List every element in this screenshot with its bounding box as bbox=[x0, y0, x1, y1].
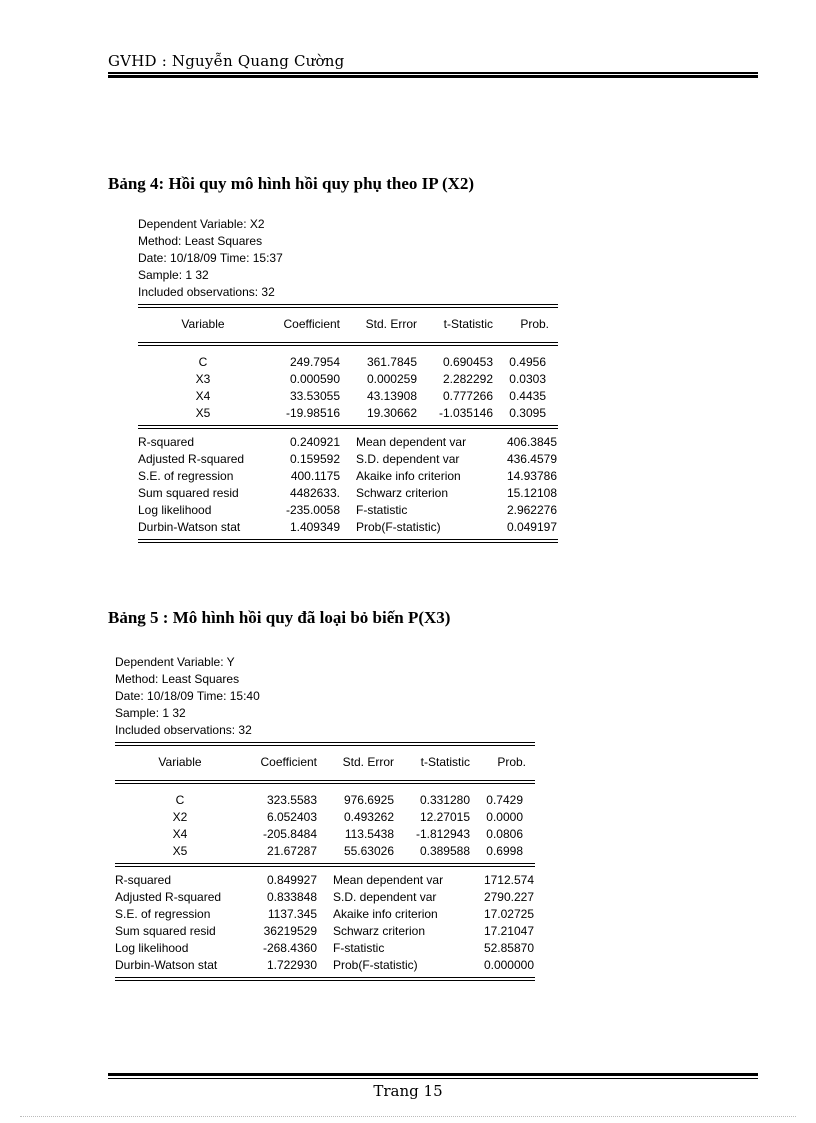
cell: F-statistic bbox=[333, 941, 385, 955]
cell: 4482633. bbox=[289, 486, 340, 500]
cell: 0.389588 bbox=[419, 844, 470, 858]
cell: C bbox=[198, 355, 208, 369]
footer-rule-thick bbox=[108, 1073, 758, 1076]
model-info-line: Included observations: 32 bbox=[115, 723, 252, 737]
cell: 36219529 bbox=[263, 924, 317, 938]
cell: S.D. dependent var bbox=[356, 452, 460, 466]
cell: Akaike info criterion bbox=[356, 469, 461, 483]
cell: S.D. dependent var bbox=[333, 890, 437, 904]
cell: 17.02725 bbox=[483, 907, 534, 921]
cell: Akaike info criterion bbox=[333, 907, 438, 921]
cell: 0.777266 bbox=[442, 389, 493, 403]
cell: -205.8484 bbox=[262, 827, 317, 841]
column-header: Prob. bbox=[520, 317, 549, 331]
cell: Log likelihood bbox=[115, 941, 189, 955]
cell: 2.282292 bbox=[442, 372, 493, 386]
cell: 6.052403 bbox=[266, 810, 317, 824]
column-header: Variable bbox=[181, 317, 225, 331]
cell: Sum squared resid bbox=[138, 486, 239, 500]
cell: 323.5583 bbox=[266, 793, 317, 807]
model-info-line: Method: Least Squares bbox=[138, 234, 263, 248]
cell: -1.035146 bbox=[438, 406, 493, 420]
cell: S.E. of regression bbox=[115, 907, 211, 921]
cell: 17.21047 bbox=[483, 924, 534, 938]
cell: 43.13908 bbox=[366, 389, 417, 403]
statistic-row bbox=[115, 957, 535, 974]
column-header: Std. Error bbox=[365, 317, 417, 331]
cell: -268.4360 bbox=[262, 941, 317, 955]
cell: X3 bbox=[195, 372, 211, 386]
coefficient-row bbox=[138, 388, 558, 405]
cell: 1.409349 bbox=[289, 520, 340, 534]
coefficient-row bbox=[138, 371, 558, 388]
statistic-row bbox=[138, 502, 558, 519]
cell: 361.7845 bbox=[366, 355, 417, 369]
header-rule-thick bbox=[108, 75, 758, 78]
statistic-row bbox=[138, 468, 558, 485]
cell: 0.3095 bbox=[509, 406, 546, 420]
cell: R-squared bbox=[115, 873, 172, 887]
cell: 2.962276 bbox=[506, 503, 557, 517]
regression-output-table-4 bbox=[138, 216, 558, 543]
cell: 436.4579 bbox=[506, 452, 557, 466]
column-header: t-Statistic bbox=[443, 317, 493, 331]
cell: Log likelihood bbox=[138, 503, 212, 517]
table-header-row bbox=[138, 316, 558, 333]
cell: 12.27015 bbox=[419, 810, 470, 824]
cell: Prob(F-statistic) bbox=[356, 520, 441, 534]
cell: 406.3845 bbox=[506, 435, 557, 449]
statistic-row bbox=[138, 519, 558, 536]
header-rule bbox=[108, 72, 758, 74]
coefficient-row bbox=[138, 405, 558, 422]
cell: 0.0000 bbox=[486, 810, 523, 824]
model-info-line: Dependent Variable: X2 bbox=[138, 217, 265, 231]
footer-rule bbox=[108, 1078, 758, 1079]
cell: 0.0303 bbox=[509, 372, 546, 386]
cell: 1137.345 bbox=[267, 907, 317, 921]
cell: 14.93786 bbox=[506, 469, 557, 483]
cell: Adjusted R-squared bbox=[138, 452, 245, 466]
cell: 0.493262 bbox=[343, 810, 394, 824]
cell: Schwarz criterion bbox=[333, 924, 426, 938]
model-info-line: Sample: 1 32 bbox=[138, 268, 209, 282]
column-header: Std. Error bbox=[342, 755, 394, 769]
cell: Mean dependent var bbox=[333, 873, 444, 887]
statistic-row bbox=[115, 872, 535, 889]
cell: X4 bbox=[195, 389, 211, 403]
column-header: Coefficient bbox=[283, 317, 340, 331]
model-info-line: Dependent Variable: Y bbox=[115, 655, 235, 669]
statistic-row bbox=[138, 434, 558, 451]
regression-output-table-5 bbox=[115, 654, 535, 981]
table-header-row bbox=[115, 754, 535, 771]
cell: X5 bbox=[172, 844, 188, 858]
cell: X2 bbox=[172, 810, 188, 824]
cell: 0.690453 bbox=[442, 355, 493, 369]
model-info-line: Included observations: 32 bbox=[138, 285, 275, 299]
cell: 976.6925 bbox=[343, 793, 394, 807]
cell: 113.5438 bbox=[344, 827, 394, 841]
model-info-line: Date: 10/18/09 Time: 15:37 bbox=[138, 251, 283, 265]
cell: 0.4435 bbox=[509, 389, 546, 403]
cell: 0.000259 bbox=[366, 372, 417, 386]
cell: 0.4956 bbox=[509, 355, 546, 369]
statistic-row bbox=[138, 451, 558, 468]
page-header: GVHD : Nguyễn Quang Cường bbox=[108, 52, 345, 70]
table-5-title: Bảng 5 : Mô hình hồi quy đã loại bỏ biến P(X3) bbox=[108, 608, 451, 627]
cell: 0.000590 bbox=[289, 372, 340, 386]
page-number: Trang 15 bbox=[373, 1082, 443, 1100]
column-header: Prob. bbox=[497, 755, 526, 769]
model-info bbox=[138, 216, 558, 301]
column-header: t-Statistic bbox=[420, 755, 470, 769]
cell: C bbox=[175, 793, 185, 807]
cell: 0.849927 bbox=[266, 873, 317, 887]
cell: 0.833848 bbox=[266, 890, 317, 904]
cell: F-statistic bbox=[356, 503, 408, 517]
cell: X4 bbox=[172, 827, 188, 841]
cell: R-squared bbox=[138, 435, 195, 449]
cell: 15.12108 bbox=[506, 486, 557, 500]
cell: Durbin-Watson stat bbox=[138, 520, 241, 534]
cell: -1.812943 bbox=[415, 827, 470, 841]
model-info-line: Method: Least Squares bbox=[115, 672, 240, 686]
double-rule bbox=[138, 539, 558, 543]
cell: 21.67287 bbox=[266, 844, 317, 858]
statistic-row bbox=[115, 923, 535, 940]
statistic-row bbox=[115, 906, 535, 923]
statistic-row bbox=[138, 485, 558, 502]
cell: 19.30662 bbox=[366, 406, 417, 420]
cell: Mean dependent var bbox=[356, 435, 467, 449]
cell: Prob(F-statistic) bbox=[333, 958, 418, 972]
page-bottom-dotted-border bbox=[20, 1116, 796, 1117]
cell: 0.7429 bbox=[486, 793, 523, 807]
cell: 0.159592 bbox=[289, 452, 340, 466]
cell: 249.7954 bbox=[289, 355, 340, 369]
cell: 1712.574 bbox=[483, 873, 534, 887]
coefficient-row bbox=[115, 792, 535, 809]
model-info-line: Sample: 1 32 bbox=[115, 706, 186, 720]
column-header: Variable bbox=[158, 755, 202, 769]
cell: 400.1175 bbox=[290, 469, 340, 483]
cell: 33.53055 bbox=[289, 389, 340, 403]
cell: -19.98516 bbox=[285, 406, 340, 420]
cell: 1.722930 bbox=[266, 958, 317, 972]
cell: Schwarz criterion bbox=[356, 486, 449, 500]
cell: S.E. of regression bbox=[138, 469, 234, 483]
cell: Sum squared resid bbox=[115, 924, 216, 938]
cell: 0.331280 bbox=[419, 793, 470, 807]
cell: Durbin-Watson stat bbox=[115, 958, 218, 972]
cell: 0.6998 bbox=[486, 844, 523, 858]
model-info-line: Date: 10/18/09 Time: 15:40 bbox=[115, 689, 260, 703]
cell: 0.000000 bbox=[483, 958, 534, 972]
cell: X5 bbox=[195, 406, 211, 420]
double-rule bbox=[115, 977, 535, 981]
cell: 52.85870 bbox=[483, 941, 534, 955]
coefficient-row bbox=[115, 843, 535, 860]
cell: 0.0806 bbox=[486, 827, 523, 841]
cell: 0.049197 bbox=[506, 520, 557, 534]
coefficient-row bbox=[138, 354, 558, 371]
cell: 55.63026 bbox=[343, 844, 394, 858]
coefficient-row bbox=[115, 809, 535, 826]
column-header: Coefficient bbox=[260, 755, 317, 769]
cell: Adjusted R-squared bbox=[115, 890, 222, 904]
statistic-row bbox=[115, 889, 535, 906]
table-4-title: Bảng 4: Hồi quy mô hình hồi quy phụ theo IP (X2) bbox=[108, 174, 475, 193]
cell: 0.240921 bbox=[289, 435, 340, 449]
model-info bbox=[115, 654, 535, 739]
cell: -235.0058 bbox=[285, 503, 340, 517]
statistic-row bbox=[115, 940, 535, 957]
cell: 2790.227 bbox=[483, 890, 534, 904]
coefficient-row bbox=[115, 826, 535, 843]
